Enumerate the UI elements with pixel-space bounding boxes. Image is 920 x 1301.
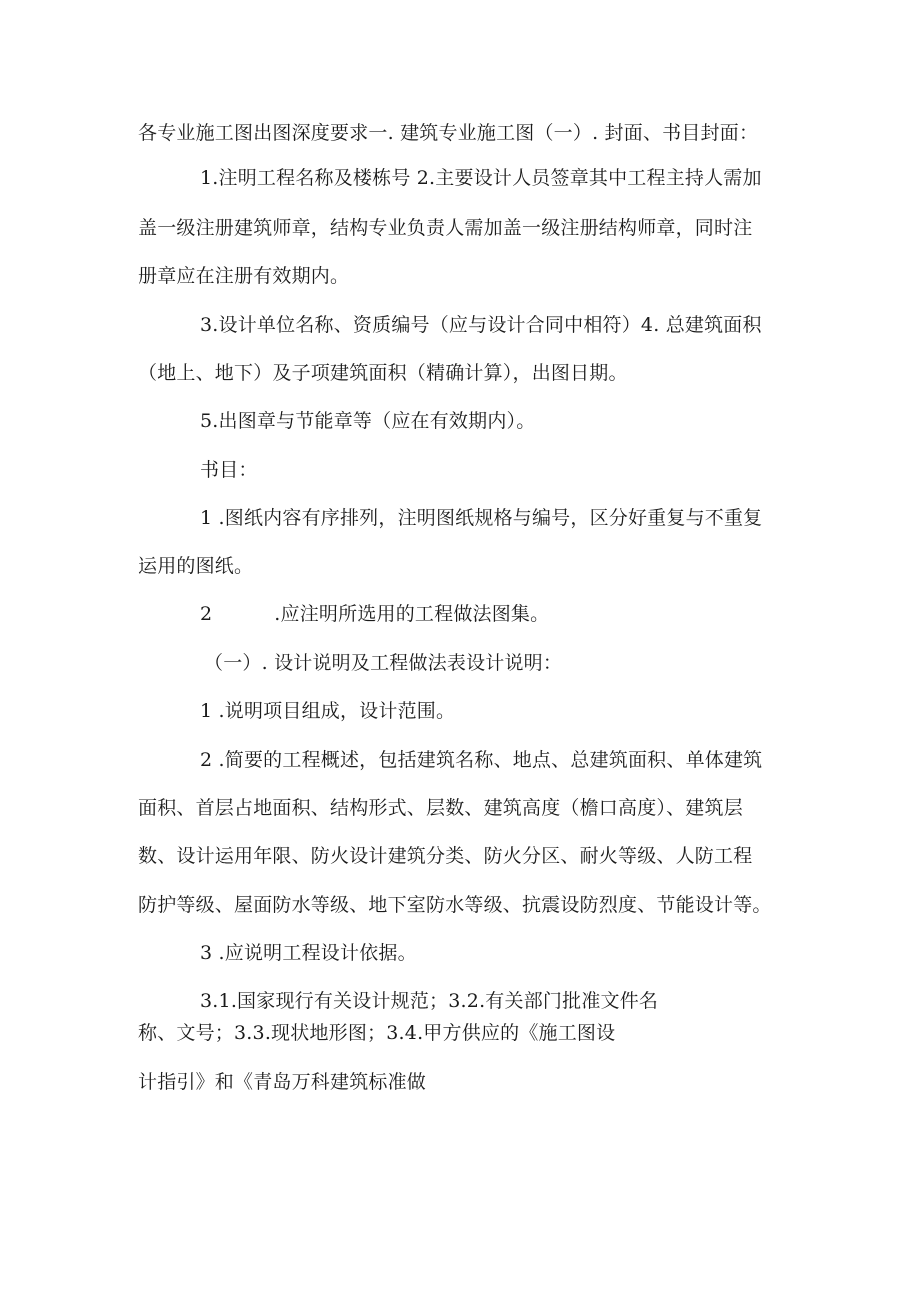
paragraph-line: 3 .应说明工程设计依据。 (200, 942, 417, 964)
section-label: 书目： (200, 459, 258, 481)
item-number: 2 (200, 603, 213, 625)
item-text: .应注明所选用的工程做法图集。 (274, 603, 550, 625)
paragraph-line: 数、设计运用年限、防火设计建筑分类、防火分区、耐火等级、人防工程 (138, 845, 753, 867)
paragraph-line (200, 602, 549, 626)
paragraph-line: 1 .图纸内容有序排列，注明图纸规格与编号，区分好重复与不重复 (200, 507, 763, 529)
paragraph-line: 2 .简要的工程概述，包括建筑名称、地点、总建筑面积、单体建筑 (200, 749, 763, 771)
paragraph-line: 面积、首层占地面积、结构形式、层数、建筑高度（檐口高度）、建筑层 (138, 797, 743, 819)
paragraph-line: 1 .说明项目组成，设计范围。 (200, 700, 456, 722)
paragraph-line: 计指引》和《青岛万科建筑标准做 (138, 1071, 427, 1093)
paragraph-line: 3.1.国家现行有关设计规范；3.2.有关部门批准文件名 (200, 990, 659, 1012)
paragraph-line: 运用的图纸。 (138, 555, 254, 577)
paragraph-line: 册章应在注册有效期内。 (138, 265, 350, 287)
paragraph-line: 3.设计单位名称、资质编号（应与设计合同中相符）4. 总建筑面积 (200, 314, 762, 336)
paragraph-line: 1.注明工程名称及楼栋号 2.主要设计人员签章其中工程主持人需加 (200, 167, 762, 189)
paragraph-line: 称、文号；3.3.现状地形图；3.4.甲方供应的《施工图设 (138, 1022, 616, 1044)
section-heading: （一）. 设计说明及工程做法表设计说明： (204, 652, 563, 674)
paragraph-line: （地上、地下）及子项建筑面积（精确计算），出图日期。 (138, 362, 628, 384)
paragraph-line: 5.出图章与节能章等（应在有效期内）。 (200, 410, 536, 432)
paragraph-line: 盖一级注册建筑师章，结构专业负责人需加盖一级注册结构师章，同时注 (138, 217, 753, 239)
paragraph-line: 防护等级、屋面防水等级、地下室防水等级、抗震设防烈度、节能设计等。 (138, 894, 772, 916)
heading-line: 各专业施工图出图深度要求一. 建筑专业施工图（一）. 封面、书目封面： (138, 122, 759, 144)
